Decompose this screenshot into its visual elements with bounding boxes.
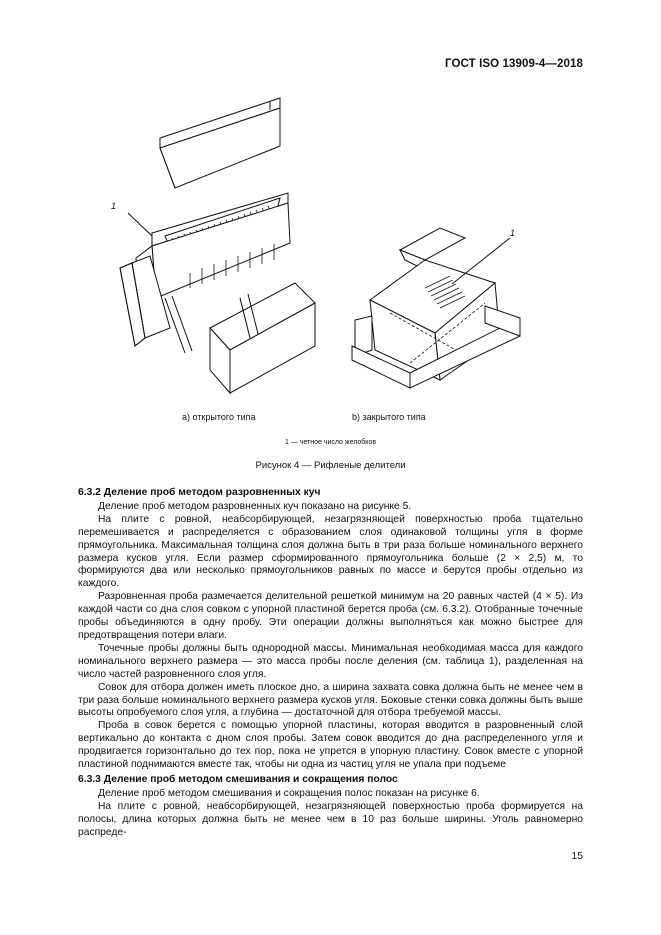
riffle-divider-drawings: [90, 88, 570, 398]
paragraph: Точечные пробы должны быть однородной массы. Минимальная необходимая масса для каждого номинального верхнего размера — это масса пробы после деления (см. таблица 1), разделенная на число частей разровненного слоя угля.: [78, 642, 583, 680]
page-number: 15: [571, 850, 583, 862]
paragraph: Разровненная проба размечается делительной решеткой минимум на 20 равных частей (4 × 5). Из каждой части со дна слоя совком с упорной пластиной берется проба (см. 6.3.2). Отобранные точечные пробы объединяются в одну пробу. Эти операции должны выполняться как можно быстрее для предотвращения потери влаги.: [78, 591, 583, 641]
paragraph: Деление проб методом разровненных куч показано на рисунке 5.: [98, 500, 412, 512]
callout-label-b: 1: [510, 228, 516, 238]
document-code-header: ГОСТ ISO 13909-4—2018: [445, 58, 583, 70]
section-6-3-2-heading: 6.3.2 Деление проб методом разровненных куч: [78, 487, 321, 498]
paragraph: Проба в совок берется с помощью упорной пластины, которая вводится в разровненный слой вертикально до контакта с дном слоя пробы. Затем совок вводится до дна распределенного угля и продвигается горизонтально до тех пор, пока не упрется в упорную пластину. Совок вместе с упорной пластиной поднимаются вместе так, чтобы ни одна из частиц угля не упала при подъеме: [78, 720, 583, 771]
paragraph: Деление проб методом смешивания и сокращения полос показан на рисунке 6.: [98, 787, 480, 799]
caption-open-type: a) открытого типа: [182, 412, 256, 422]
paragraph: На плите с ровной, неабсорбирующей, незагрязняющей поверхностью проба тщательно перемешивается и распределяется с образованием слоя одинаковой толщины угля в форме прямоугольника. Максимальная толщина слоя должна быть в три раза больше номинального верхнего размера кусков угля. Если размер сформированного прямоугольника больше (2 × 2,5) м, то формируются два или несколько прямоугольников равных по массе и берутся пробы отдельно из каждого.: [78, 513, 583, 590]
open-type-divider-drawing: [120, 98, 315, 393]
caption-closed-type: b) закрытого типа: [352, 412, 426, 422]
figure-title: Рисунок 4 — Рифленые делители: [255, 460, 406, 471]
callout-label-a: 1: [111, 201, 117, 211]
body-text: [78, 487, 583, 839]
figure-legend: 1 — четное число желобков: [284, 439, 377, 446]
paragraph: Совок для отбора должен иметь плоское дно, а ширина захвата совка должна быть не менее чем в три раза больше номинального верхнего размера кусков угля. Боковые стенки совка должны быть выше высоты опробуемого слоя угля, а глубина — достаточной для отбора требуемой массы.: [78, 681, 583, 719]
paragraph: На плите с ровной, неабсорбирующей, незагрязняющей поверхностью проба формируется на полосы, длина которых должна быть не менее чем в 10 раз больше ширины. Уголь равномерно распреде-: [78, 800, 583, 838]
closed-type-divider-drawing: [352, 228, 520, 388]
figure-riffle-dividers: [90, 88, 570, 398]
section-6-3-3-heading: 6.3.3 Деление проб методом смешивания и сокращения полос: [78, 773, 398, 785]
